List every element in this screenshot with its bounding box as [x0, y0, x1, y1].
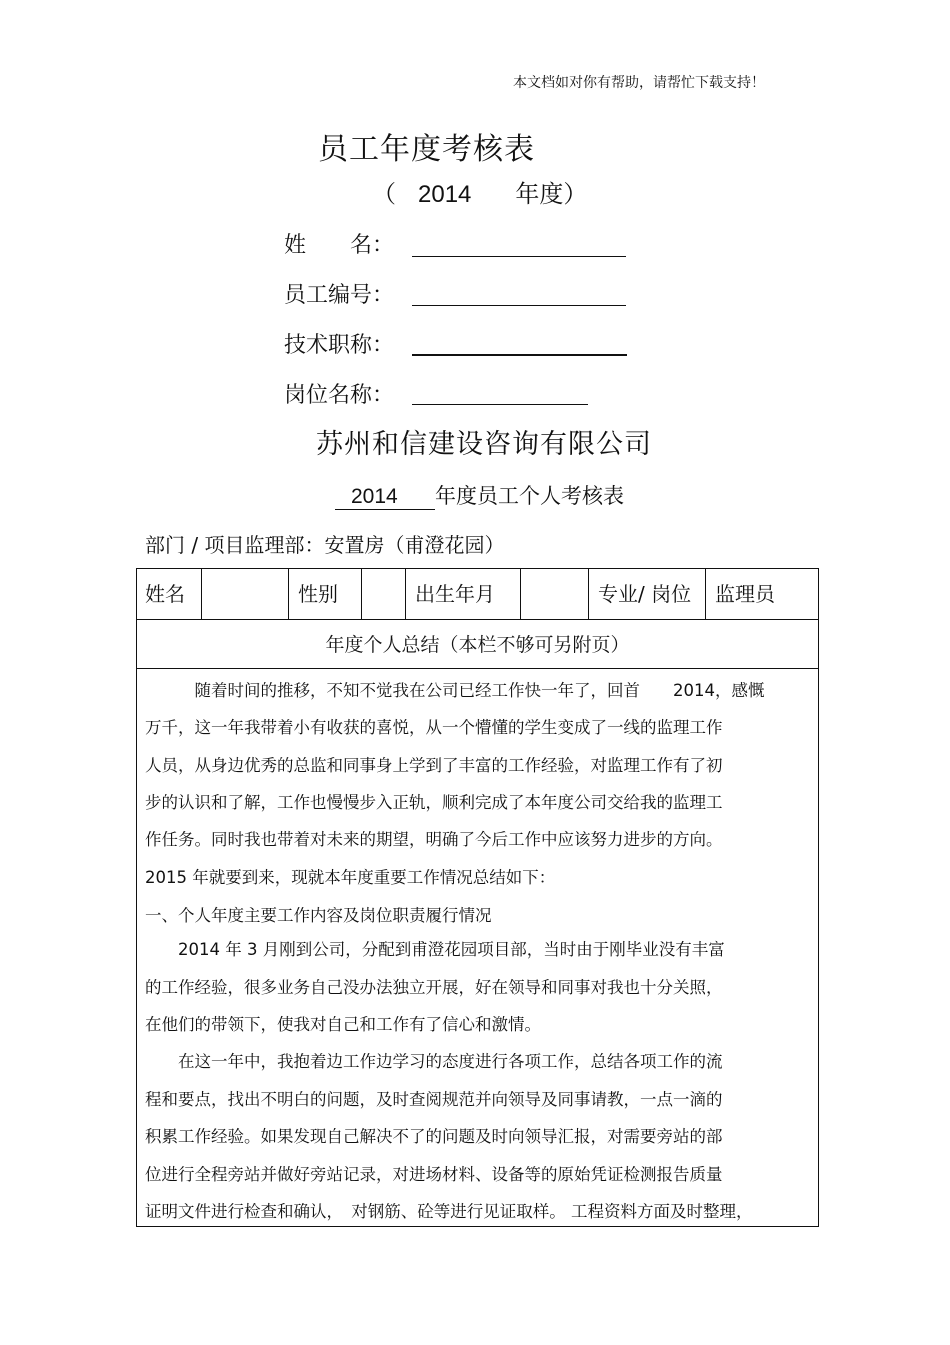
- name-label-cell: 姓名: [145, 582, 185, 606]
- summary-line: 位进行全程旁站并做好旁站记录，对进场材料、设备等的原始凭证检测报告质量: [145, 1165, 723, 1184]
- field-position-label: 岗位名称：: [284, 383, 395, 408]
- cover-year-line: [372, 174, 587, 209]
- major-label-cell: 专业/ 岗位: [598, 582, 692, 606]
- summary-header: 年度个人总结（本栏不够可另附页）: [325, 634, 630, 656]
- table-col-divider: [361, 568, 362, 619]
- field-title-blank[interactable]: [412, 354, 627, 356]
- summary-line: 在他们的带领下，使我对自己和工作有了信心和激情。: [145, 1015, 541, 1034]
- summary-line: 2014 年 3 月刚到公司，分配到甫澄花园项目部，当时由于刚毕业没有丰富: [145, 940, 725, 959]
- field-name: [284, 228, 394, 259]
- cover-year: 2014: [418, 181, 472, 208]
- field-title-label: 技术职称：: [284, 333, 395, 358]
- field-position: [284, 378, 394, 409]
- form-year: 2014: [335, 485, 435, 510]
- table-col-divider: [288, 568, 289, 619]
- table-col-divider: [405, 568, 406, 619]
- summary-line: 程和要点，找出不明白的问题，及时查阅规范并向领导及同事请教，一点一滴的: [145, 1090, 723, 1109]
- department-line: 部门 / 项目监理部：安置房（甫澄花园）: [145, 533, 505, 557]
- summary-line: 人员，从身边优秀的总监和同事身上学到了丰富的工作经验，对监理工作有了初: [145, 756, 723, 775]
- field-title: [284, 328, 394, 359]
- form-title-suffix: 年度员工个人考核表: [435, 484, 624, 508]
- major-value-cell[interactable]: 监理员: [715, 582, 775, 606]
- form-title: [335, 480, 624, 510]
- summary-line: 的工作经验，很多业务自己没办法独立开展，好在领导和同事对我也十分关照，: [145, 978, 723, 997]
- field-employee-id-blank[interactable]: [412, 305, 626, 306]
- table-row-divider: [136, 668, 819, 669]
- birth-label-cell: 出生年月: [415, 582, 495, 606]
- field-employee-id-label: 员工编号：: [284, 283, 395, 308]
- table-col-divider: [520, 568, 521, 619]
- field-position-blank[interactable]: [412, 404, 588, 405]
- summary-line: 在这一年中，我抱着边工作边学习的态度进行各项工作，总结各项工作的流: [145, 1052, 723, 1071]
- gender-label-cell: 性别: [298, 582, 338, 606]
- cover-title: 员工年度考核表: [318, 132, 535, 167]
- summary-line: 步的认识和了解，工作也慢慢步入正轨，顺利完成了本年度公司交给我的监理工: [145, 793, 723, 812]
- table-col-divider: [705, 568, 706, 619]
- field-name-blank[interactable]: [412, 256, 626, 257]
- summary-line: 万千，这一年我带着小有收获的喜悦，从一个懵懂的学生变成了一线的监理工作: [145, 718, 723, 737]
- section-heading: 一、个人年度主要工作内容及岗位职责履行情况: [145, 906, 492, 925]
- field-name-label: 姓 名：: [284, 233, 395, 258]
- company-name: 苏州和信建设咨询有限公司: [316, 429, 652, 460]
- table-row-divider: [136, 619, 819, 620]
- year-close: 年度）: [515, 180, 588, 208]
- download-note: 本文档如对你有帮助，请帮忙下载支持！: [513, 75, 765, 91]
- year-open-paren: （: [372, 180, 396, 208]
- summary-line: 随着时间的推移，不知不觉我在公司已经工作快一年了，回首 2014，感慨: [145, 681, 765, 700]
- field-employee-id: [284, 278, 394, 309]
- table-col-divider: [588, 568, 589, 619]
- table-col-divider: [201, 568, 202, 619]
- summary-line: 2015 年就要到来，现就本年度重要工作情况总结如下：: [145, 868, 556, 887]
- summary-line: 作任务。同时我也带着对未来的期望，明确了今后工作中应该努力进步的方向。: [145, 830, 723, 849]
- summary-line: 证明文件进行检查和确认， 对钢筋、砼等进行见证取样。 工程资料方面及时整理，: [145, 1202, 753, 1221]
- summary-line: 积累工作经验。如果发现自己解决不了的问题及时向领导汇报，对需要旁站的部: [145, 1127, 723, 1146]
